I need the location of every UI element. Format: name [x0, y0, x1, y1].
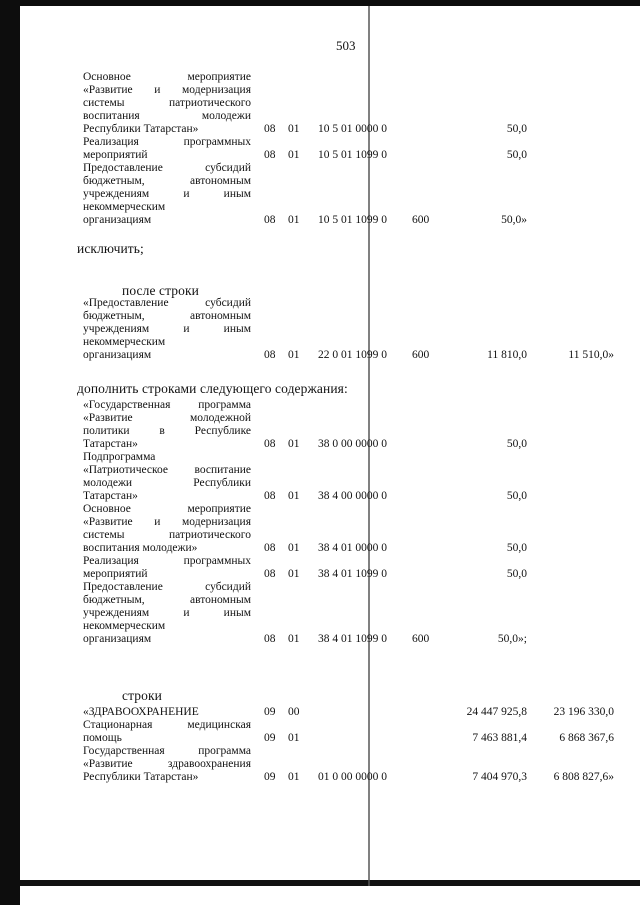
- description-line: «Развитие и модернизация: [83, 516, 251, 528]
- section-code: 08: [264, 149, 276, 161]
- subsection-code: 01: [288, 568, 300, 580]
- target-article-code: 10 5 01 1099 0: [318, 149, 387, 161]
- amount-year-1: 50,0: [506, 490, 527, 502]
- amount-year-1: 24 447 925,8: [466, 706, 527, 718]
- page-number: 503: [336, 38, 356, 53]
- description-line: воспитания молодежи»: [83, 542, 198, 554]
- target-article-code: 38 4 01 0000 0: [318, 542, 387, 554]
- description-line: «Развитие здравоохранения: [83, 758, 251, 770]
- amount-year-1: 50,0»: [501, 214, 527, 226]
- scan-top-border: [0, 0, 640, 6]
- amount-year-2: 23 196 330,0: [553, 706, 614, 718]
- row-description: [83, 297, 251, 362]
- table-row: [0, 706, 640, 719]
- description-line: учреждениям и иным: [83, 607, 251, 619]
- amount-year-1: 7 463 881,4: [472, 732, 527, 744]
- row-description: [83, 581, 251, 646]
- description-line: некоммерческим: [83, 620, 166, 632]
- table-row: [0, 503, 640, 555]
- target-article-code: 38 4 00 0000 0: [318, 490, 387, 502]
- description-line: молодежи Республики: [83, 477, 251, 489]
- table-row: [0, 451, 640, 503]
- section-code: 08: [264, 568, 276, 580]
- scan-bottom-border: [20, 880, 640, 886]
- table-row: [0, 555, 640, 581]
- description-line: системы патриотического: [83, 529, 251, 541]
- description-line: организациям: [83, 349, 152, 361]
- row-description: [83, 162, 251, 227]
- text-exclude: исключить;: [77, 241, 144, 256]
- description-line: Основное мероприятие: [83, 503, 251, 515]
- description-line: «Патриотическое воспитание: [83, 464, 251, 476]
- description-line: «Предоставление субсидий: [83, 297, 251, 309]
- description-line: помощь: [83, 732, 122, 744]
- expense-type-code: 600: [412, 633, 430, 645]
- row-description: [83, 719, 251, 745]
- row-description: [83, 745, 251, 784]
- subsection-code: 01: [288, 214, 300, 226]
- section-code: 08: [264, 490, 276, 502]
- subsection-code: 01: [288, 633, 300, 645]
- row-description: [83, 399, 251, 451]
- section-code: 09: [264, 706, 276, 718]
- amount-year-1: 7 404 970,3: [472, 771, 527, 783]
- section-code: 08: [264, 633, 276, 645]
- table-row: [0, 745, 640, 784]
- expense-type-code: 600: [412, 349, 430, 361]
- description-line: «Государственная программа: [83, 399, 251, 411]
- target-article-code: 01 0 00 0000 0: [318, 771, 387, 783]
- section-code: 08: [264, 123, 276, 135]
- description-line: Реализация программных: [83, 136, 251, 148]
- subsection-code: 01: [288, 149, 300, 161]
- subsection-code: 01: [288, 771, 300, 783]
- description-line: Предоставление субсидий: [83, 581, 251, 593]
- section-code: 09: [264, 771, 276, 783]
- target-article-code: 10 5 01 0000 0: [318, 123, 387, 135]
- table-row: [0, 399, 640, 451]
- description-line: бюджетным, автономным: [83, 175, 251, 187]
- description-line: воспитания молодежи: [83, 110, 251, 122]
- description-line: Предоставление субсидий: [83, 162, 251, 174]
- row-description: [83, 706, 251, 719]
- description-line: Республики Татарстан»: [83, 123, 199, 135]
- table-row: [0, 136, 640, 162]
- amount-year-1: 50,0: [506, 542, 527, 554]
- amount-year-2: 6 868 367,6: [559, 732, 614, 744]
- table-row: [0, 581, 640, 646]
- description-line: бюджетным, автономным: [83, 310, 251, 322]
- description-line: организациям: [83, 214, 152, 226]
- table-row: [0, 719, 640, 745]
- target-article-code: 10 5 01 1099 0: [318, 214, 387, 226]
- table-row: [0, 71, 640, 136]
- target-article-code: 38 0 00 0000 0: [318, 438, 387, 450]
- text-after-row: после строки: [122, 283, 199, 298]
- amount-year-1: 11 810,0: [487, 349, 527, 361]
- target-article-code: 38 4 01 1099 0: [318, 633, 387, 645]
- description-line: Стационарная медицинская: [83, 719, 251, 731]
- row-description: [83, 71, 251, 136]
- description-line: Татарстан»: [83, 438, 138, 450]
- target-article-code: 22 0 01 1099 0: [318, 349, 387, 361]
- text-rows: строки: [122, 688, 162, 703]
- description-line: мероприятий: [83, 149, 148, 161]
- subsection-code: 01: [288, 732, 300, 744]
- description-line: некоммерческим: [83, 336, 166, 348]
- description-line: организациям: [83, 633, 152, 645]
- subsection-code: 00: [288, 706, 300, 718]
- table-row: [0, 162, 640, 227]
- description-line: некоммерческим: [83, 201, 166, 213]
- description-line: Татарстан»: [83, 490, 138, 502]
- section-code: 09: [264, 732, 276, 744]
- amount-year-1: 50,0»;: [497, 633, 527, 645]
- description-line: мероприятий: [83, 568, 148, 580]
- description-line: «Развитие и модернизация: [83, 84, 251, 96]
- subsection-code: 01: [288, 490, 300, 502]
- description-line: «Развитие молодежной: [83, 412, 251, 424]
- expense-type-code: 600: [412, 214, 430, 226]
- section-code: 08: [264, 438, 276, 450]
- description-line: учреждениям и иным: [83, 188, 251, 200]
- target-article-code: 38 4 01 1099 0: [318, 568, 387, 580]
- row-description: [83, 136, 251, 162]
- amount-year-1: 50,0: [506, 438, 527, 450]
- amount-year-1: 50,0: [506, 149, 527, 161]
- description-line: Подпрограмма: [83, 451, 156, 463]
- description-line: Реализация программных: [83, 555, 251, 567]
- text-add-rows: дополнить строками следующего содержания:: [77, 381, 348, 396]
- description-line: Республики Татарстан»: [83, 771, 199, 783]
- amount-year-1: 50,0: [506, 123, 527, 135]
- description-line: системы патриотического: [83, 97, 251, 109]
- description-line: Основное мероприятие: [83, 71, 251, 83]
- amount-year-2: 6 808 827,6»: [553, 771, 614, 783]
- description-line: учреждениям и иным: [83, 323, 251, 335]
- subsection-code: 01: [288, 542, 300, 554]
- amount-year-1: 50,0: [506, 568, 527, 580]
- description-line: политики в Республике: [83, 425, 251, 437]
- row-description: [83, 555, 251, 581]
- row-description: [83, 503, 251, 555]
- table-row: [0, 297, 640, 362]
- amount-year-2: 11 510,0»: [568, 349, 614, 361]
- subsection-code: 01: [288, 438, 300, 450]
- description-line: «ЗДРАВООХРАНЕНИЕ: [83, 706, 199, 718]
- subsection-code: 01: [288, 123, 300, 135]
- description-line: Государственная программа: [83, 745, 251, 757]
- section-code: 08: [264, 542, 276, 554]
- section-code: 08: [264, 214, 276, 226]
- row-description: [83, 451, 251, 503]
- section-code: 08: [264, 349, 276, 361]
- description-line: бюджетным, автономным: [83, 594, 251, 606]
- subsection-code: 01: [288, 349, 300, 361]
